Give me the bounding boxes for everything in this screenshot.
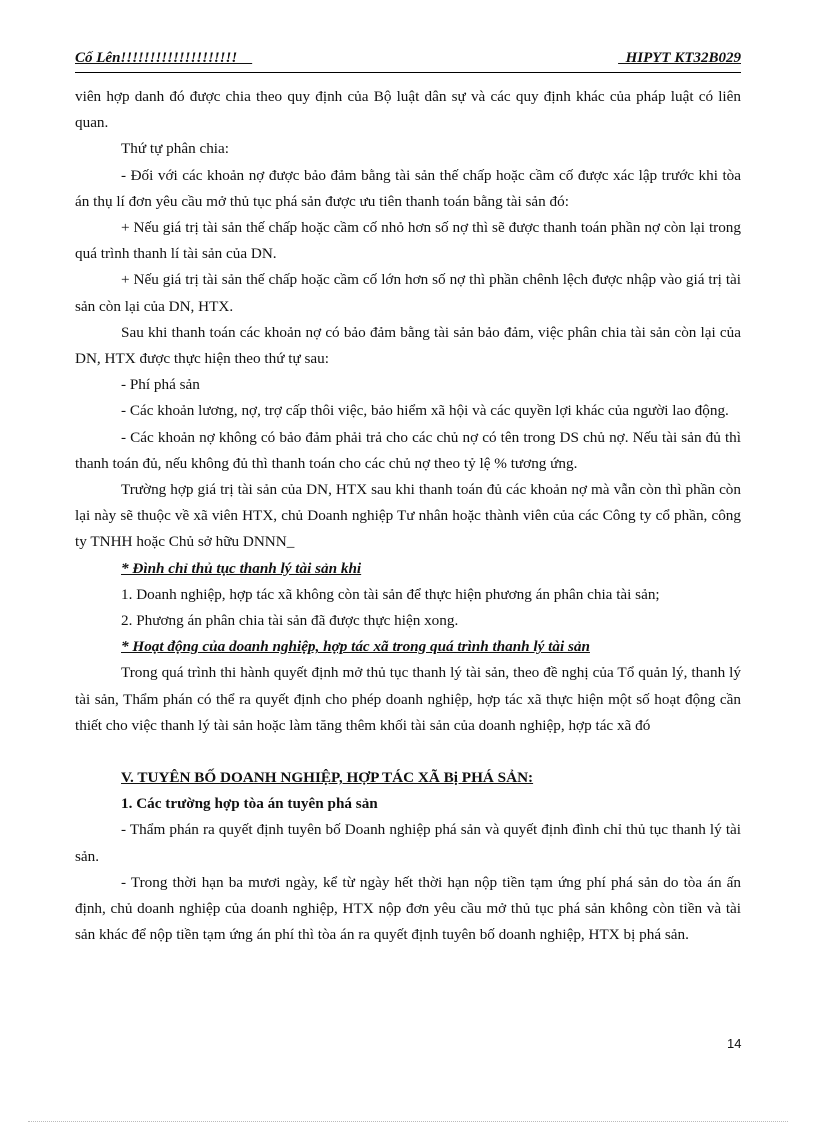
header-left-text: Cố Lên!!!!!!!!!!!!!!!!!!!! <box>75 50 253 66</box>
heading-activities <box>75 634 741 660</box>
page-number: 14 <box>727 1036 742 1051</box>
paragraph: - Thẩm phán ra quyết định tuyên bố Doanh nghiệp phá sản và quyết định đình chỉ thủ tục thanh lý tài sản. <box>75 821 741 865</box>
paragraph: 1. Doanh nghiệp, hợp tác xã không còn tài sản để thực hiện phương án phân chia tài sản; <box>121 585 660 603</box>
subsection-title: 1. Các trường hợp tòa án tuyên phá sản <box>121 795 378 813</box>
heading-text: * Đình chỉ thủ tục thanh lý tài sản khi <box>121 559 362 577</box>
paragraph: Trong quá trình thi hành quyết định mở thủ tục thanh lý tài sản, theo đề nghị của Tổ quản lý, thanh lý tài sản, Thẩm phán có thể ra quyết định cho phép doanh nghiệp, hợp tác xã thực hiện một số hoạt động cần thiết cho việc thanh lý tài sản hoặc làm tăng thêm khối tài sản của doanh nghiệp, hợp tác xã đó <box>75 664 741 734</box>
page-bottom-edge <box>28 1121 788 1122</box>
paragraph: viên hợp danh đó được chia theo quy định của Bộ luật dân sự và các quy định khác của pháp luật có liên quan. <box>75 88 741 132</box>
paragraph: - Trong thời hạn ba mươi ngày, kể từ ngày hết thời hạn nộp tiền tạm ứng phí phá sản do tòa án ấn định, chủ doanh nghiệp của doanh nghiệp, HTX nộp đơn yêu cầu mở thủ tục phá sản không còn tiền và tài sản khác để nộp tiền tạm ứng án phí thì tòa án ra quyết định tuyên bố doanh nghiệp, HTX bị phá sản. <box>75 873 741 944</box>
paragraph: - Các khoản nợ không có bảo đảm phải trả cho các chủ nợ có tên trong DS chủ nợ. Nếu tài sản đủ thì thanh toán đủ, nếu không đủ thì thanh toán cho các chủ nợ theo tỷ lệ % tương ứng. <box>75 428 741 472</box>
paragraph: - Phí phá sản <box>121 376 200 394</box>
page-body <box>75 84 741 949</box>
spacer <box>75 739 741 765</box>
paragraph: - Đối với các khoản nợ được bảo đảm bằng tài sản thế chấp hoặc cầm cố được xác lập trước khi tòa án thụ lí đơn yêu cầu mở thủ tục phá sản được ưu tiên thanh toán bằng tài sản đó: <box>75 166 741 210</box>
paragraph: - Các khoản lương, nợ, trợ cấp thôi việc, bảo hiểm xã hội và các quyền lợi khác của người lao động. <box>121 402 729 420</box>
paragraph: + Nếu giá trị tài sản thế chấp hoặc cầm cố nhỏ hơn số nợ thì sẽ được thanh toán phần nợ còn lại trong quá trình thanh lí tài sản của DN. <box>75 219 741 263</box>
header-rule <box>75 72 741 73</box>
paragraph: Sau khi thanh toán các khoản nợ có bảo đảm bằng tài sản bảo đảm, việc phân chia tài sản còn lại của DN, HTX được thực hiện theo thứ tự sau: <box>75 323 741 368</box>
paragraph: Trường hợp giá trị tài sản của DN, HTX sau khi thanh toán đủ các khoản nợ mà vẫn còn thì phần còn lại này sẽ thuộc về xã viên HTX, chủ Doanh nghiệp Tư nhân hoặc thành viên của các Công ty cổ phần, công ty TNHH hoặc Chủ sở hữu DNNN_ <box>75 481 741 551</box>
heading-text: * Hoạt động của doanh nghiệp, hợp tác xã trong quá trình thanh lý tài sản <box>121 638 590 656</box>
page-header <box>75 50 741 72</box>
header-right-text: HIPYT KT32B029 <box>618 50 741 66</box>
section-title: V. TUYÊN BỐ DOANH NGHIỆP, HỢP TÁC XÃ Bị PHÁ SẢN: <box>121 769 534 787</box>
paragraph: 2. Phương án phân chia tài sản đã được thực hiện xong. <box>121 612 459 630</box>
heading-suspension <box>75 556 741 582</box>
paragraph: + Nếu giá trị tài sản thế chấp hoặc cầm cố lớn hơn số nợ thì phần chênh lệch được nhập vào giá trị tài sản còn lại của DN, HTX. <box>75 271 741 315</box>
paragraph: Thứ tự phân chia: <box>121 140 229 158</box>
